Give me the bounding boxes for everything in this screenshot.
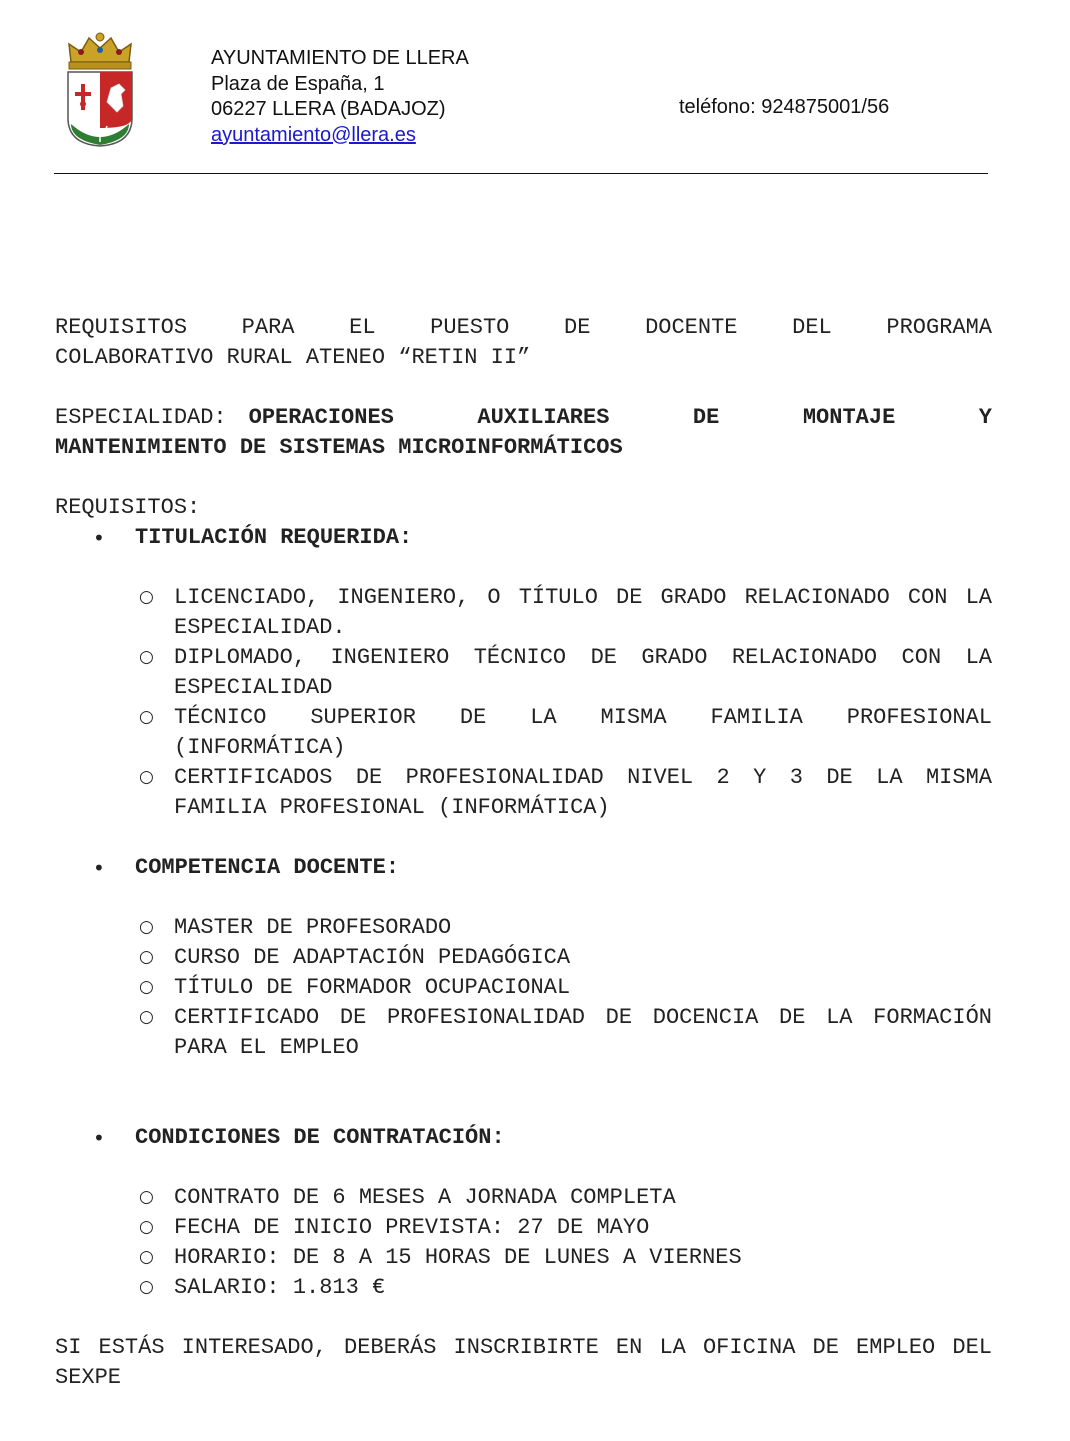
list-item: ○ MASTER DE PROFESORADO — [139, 915, 452, 940]
requirements-label: REQUISITOS: — [55, 495, 201, 520]
header-divider — [54, 173, 988, 174]
title-line-1: REQUISITOS PARA EL PUESTO DE DOCENTE DEL PROGRAMA — [55, 315, 992, 340]
section-heading: • COMPETENCIA DOCENTE: — [93, 855, 400, 880]
list-item: ○ SALARIO: 1.813 € — [139, 1275, 386, 1300]
document-body — [55, 313, 992, 1393]
phone-number: teléfono: 924875001/56 — [679, 96, 890, 118]
specialty-value-line-2: MANTENIMIENTO DE SISTEMAS MICROINFORMÁTICOS — [55, 435, 623, 460]
list-item: ○ TÍTULO DE FORMADOR OCUPACIONAL — [139, 975, 571, 1000]
section-list — [55, 583, 992, 823]
address: Plaza de España, 1 — [211, 72, 385, 95]
list-item: ○ CONTRATO DE 6 MESES A JORNADA COMPLETA — [139, 1185, 676, 1210]
section-list — [55, 913, 992, 1063]
list-item: ○ FECHA DE INICIO PREVISTA: 27 DE MAYO — [139, 1215, 650, 1240]
specialty-value-line-1: OPERACIONES AUXILIARES DE MONTAJE Y — [248, 405, 992, 430]
email-link[interactable]: ayuntamiento@llera.es — [211, 123, 416, 146]
list-item: ○ LICENCIADO, INGENIERO, O TÍTULO DE GRADO RELACIONADO CON LA ESPECIALIDAD. — [139, 585, 992, 640]
section-list — [55, 1183, 992, 1303]
list-item: ○ TÉCNICO SUPERIOR DE LA MISMA FAMILIA PROFESIONAL (INFORMÁTICA) — [139, 705, 992, 760]
specialty-line-1 — [55, 403, 992, 433]
list-item: ○ CERTIFICADOS DE PROFESIONALIDAD NIVEL 2 Y 3 DE LA MISMA FAMILIA PROFESIONAL (INFORMÁTICA) — [139, 765, 992, 820]
list-item: ○ HORARIO: DE 8 A 15 HORAS DE LUNES A VIERNES — [139, 1245, 742, 1270]
list-item: ○ CURSO DE ADAPTACIÓN PEDAGÓGICA — [139, 945, 571, 970]
coat-of-arms-logo — [63, 32, 137, 148]
section-heading: • TITULACIÓN REQUERIDA: — [93, 525, 413, 550]
title-line-2: COLABORATIVO RURAL ATENEO “RETIN II” — [55, 345, 531, 370]
footer-note: SI ESTÁS INTERESADO, DEBERÁS INSCRIBIRTE EN LA OFICINA DE EMPLEO DEL SEXPE — [55, 1335, 992, 1390]
specialty-label: ESPECIALIDAD: — [55, 405, 227, 430]
postal-code-city: 06227 LLERA (BADAJOZ) — [211, 98, 446, 120]
list-item: ○ DIPLOMADO, INGENIERO TÉCNICO DE GRADO RELACIONADO CON LA ESPECIALIDAD — [139, 645, 992, 700]
section-heading: • CONDICIONES DE CONTRATACIÓN: — [93, 1125, 505, 1150]
letterhead — [211, 46, 469, 148]
org-name: AYUNTAMIENTO DE LLERA — [211, 47, 469, 69]
list-item: ○ CERTIFICADO DE PROFESIONALIDAD DE DOCENCIA DE LA FORMACIÓN PARA EL EMPLEO — [139, 1005, 992, 1060]
